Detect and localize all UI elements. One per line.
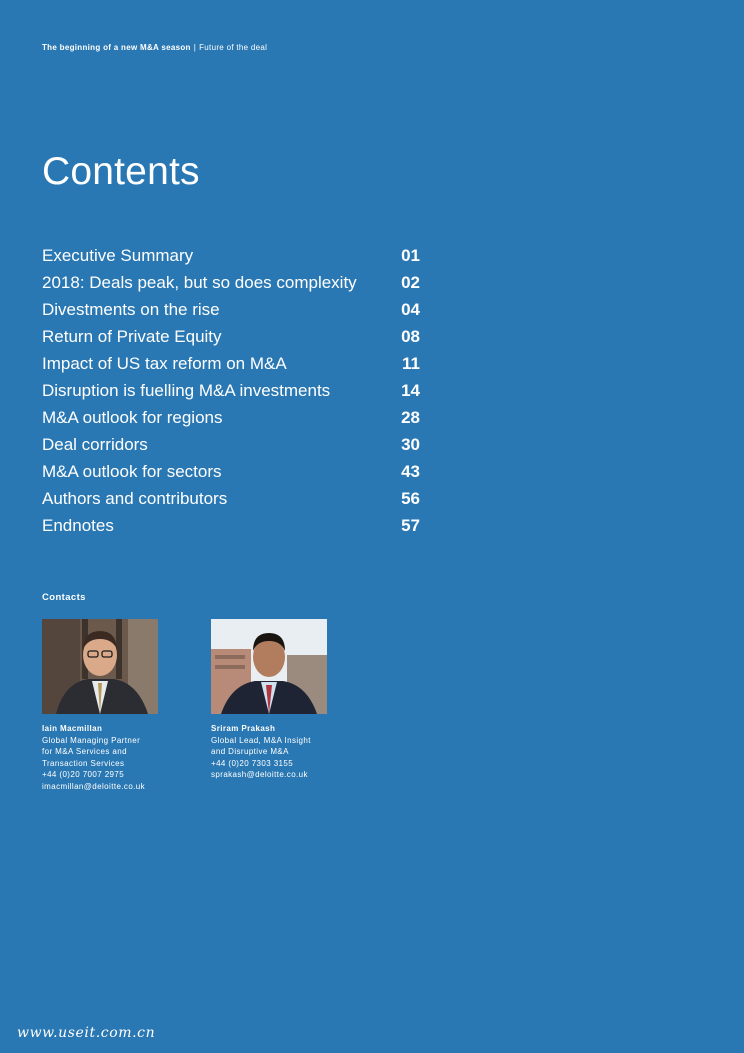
page-title: Contents bbox=[42, 150, 200, 193]
contact-name: Sriram Prakash bbox=[211, 724, 276, 733]
table-of-contents bbox=[42, 242, 420, 540]
toc-page-number: 28 bbox=[401, 408, 420, 428]
header-title: The beginning of a new M&A season bbox=[42, 43, 191, 52]
contact-phone: +44 (0)20 7303 3155 bbox=[211, 758, 294, 768]
header-separator: | bbox=[193, 43, 197, 52]
watermark: www.useit.com.cn bbox=[17, 1025, 156, 1041]
contact-card bbox=[42, 619, 202, 793]
toc-page-number: 14 bbox=[401, 381, 420, 401]
toc-label: Deal corridors bbox=[42, 435, 148, 455]
toc-entry[interactable] bbox=[42, 405, 420, 432]
toc-entry[interactable] bbox=[42, 486, 420, 513]
toc-page-number: 56 bbox=[401, 489, 420, 509]
running-header bbox=[42, 43, 267, 52]
contact-role: and Disruptive M&A bbox=[211, 747, 289, 757]
toc-entry[interactable] bbox=[42, 242, 420, 269]
contact-role: for M&A Services and bbox=[42, 747, 127, 757]
toc-entry[interactable] bbox=[42, 296, 420, 323]
toc-page-number: 30 bbox=[401, 435, 420, 455]
contact-role: Global Managing Partner bbox=[42, 735, 141, 745]
toc-label: Impact of US tax reform on M&A bbox=[42, 353, 287, 373]
toc-page-number: 02 bbox=[401, 272, 420, 292]
header-subtitle: Future of the deal bbox=[199, 43, 268, 52]
toc-entry[interactable] bbox=[42, 269, 420, 296]
toc-entry[interactable] bbox=[42, 432, 420, 459]
toc-entry[interactable] bbox=[42, 377, 420, 404]
contact-info bbox=[42, 723, 202, 793]
toc-label: 2018: Deals peak, but so does complexity bbox=[42, 272, 357, 292]
toc-page-number: 43 bbox=[401, 462, 420, 482]
toc-page-number: 08 bbox=[401, 326, 420, 346]
contact-phone: +44 (0)20 7007 2975 bbox=[42, 770, 125, 780]
toc-label: Return of Private Equity bbox=[42, 326, 222, 346]
toc-label: Executive Summary bbox=[42, 245, 194, 265]
contact-photo-iain bbox=[42, 619, 158, 714]
toc-page-number: 11 bbox=[402, 353, 420, 373]
toc-label: Endnotes bbox=[42, 516, 114, 536]
contact-name: Iain Macmillan bbox=[42, 724, 103, 733]
contact-role: Global Lead, M&A Insight bbox=[211, 735, 311, 745]
contact-email-link[interactable]: imacmillan@deloitte.co.uk bbox=[42, 781, 146, 791]
toc-label: Disruption is fuelling M&A investments bbox=[42, 381, 331, 401]
toc-label: Authors and contributors bbox=[42, 489, 228, 509]
contact-card bbox=[211, 619, 371, 781]
contact-photo-sriram bbox=[211, 619, 327, 714]
toc-label: M&A outlook for regions bbox=[42, 408, 223, 428]
contact-role: Transaction Services bbox=[42, 758, 125, 768]
toc-label: Divestments on the rise bbox=[42, 299, 220, 319]
contact-info bbox=[211, 723, 371, 781]
toc-page-number: 04 bbox=[401, 299, 420, 319]
toc-label: M&A outlook for sectors bbox=[42, 462, 222, 482]
contact-email-link[interactable]: sprakash@deloitte.co.uk bbox=[211, 770, 308, 780]
contacts-heading: Contacts bbox=[42, 592, 86, 603]
toc-entry[interactable] bbox=[42, 350, 420, 377]
toc-page-number: 01 bbox=[401, 245, 420, 265]
toc-entry[interactable] bbox=[42, 513, 420, 540]
toc-entry[interactable] bbox=[42, 323, 420, 350]
toc-entry[interactable] bbox=[42, 459, 420, 486]
toc-page-number: 57 bbox=[401, 516, 420, 536]
